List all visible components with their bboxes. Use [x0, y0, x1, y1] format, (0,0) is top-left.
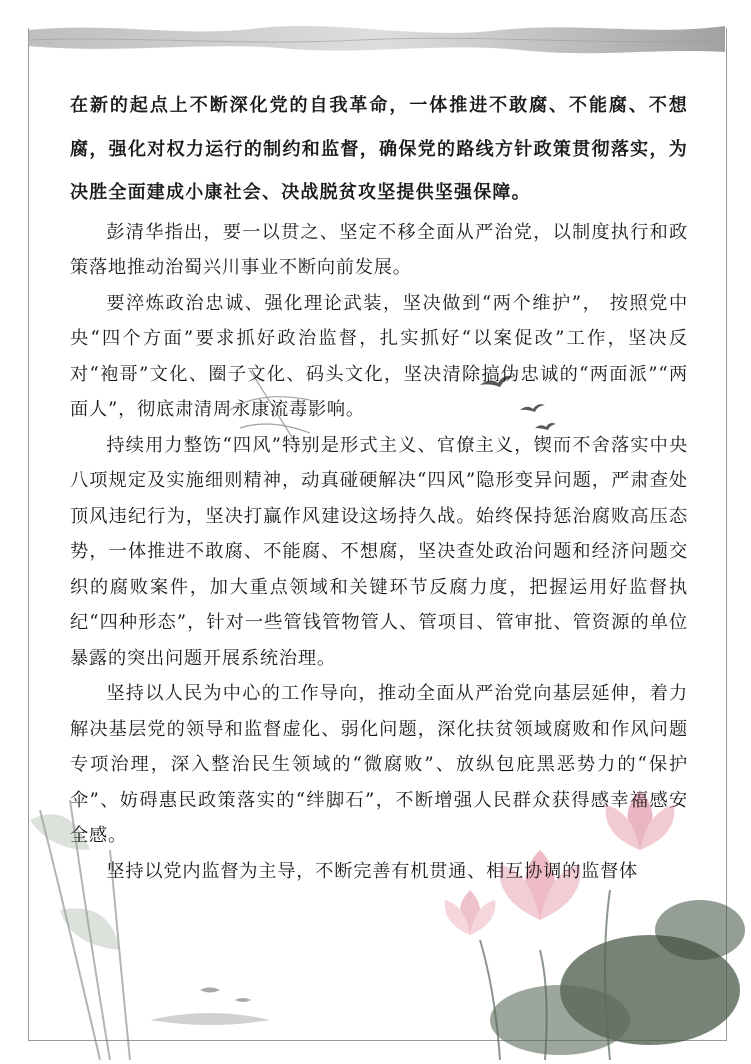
- paragraph: 持续用力整饬“四风”特别是形式主义、官僚主义，锲而不舍落实中央八项规定及实施细则精神，动真碰硬解决“四风”隐形变异问题，严肃查处顶风违纪行为，坚决打赢作风建设这场持久战。始终保持惩治腐败高压态势，一体推进不敢腐、不能腐、不想腐，坚决查处政治问题和经济问题交织的腐败案件，加大重点领域和关键环节反腐力度，把握运用好监督执纪“四种形态”，针对一些管钱管物管人、管项目、管审批、管资源的单位暴露的突出问题开展系统治理。: [70, 434, 688, 669]
- paragraph: 彭清华指出，要一以贯之、坚定不移全面从严治党，以制度执行和政策落地推动治蜀兴川事业不断向前发展。: [70, 221, 688, 278]
- document-body: [70, 84, 688, 889]
- paragraph: 要淬炼政治忠诚、强化理论武装，坚决做到“两个维护”， 按照党中央“四个方面”要求抓好政治监督，扎实抓好“以案促改”工作，坚决反对“袍哥”文化、圈子文化、码头文化，坚决清除搞伪忠诚的“两面派”“两面人”，彻底肃清周永康流毒影响。: [70, 292, 688, 420]
- lead-paragraph: 在新的起点上不断深化党的自我革命，一体推进不敢腐、不能腐、不想腐，强化对权力运行的制约和监督，确保党的路线方针政策贯彻落实，为决胜全面建成小康社会、决战脱贫攻坚提供坚强保障。: [70, 95, 688, 203]
- paragraph: 坚持以人民为中心的工作导向，推动全面从严治党向基层延伸，着力解决基层党的领导和监督虚化、弱化问题，深化扶贫领域腐败和作风问题专项治理，深入整治民生领域的“微腐败”、放纵包庇黑恶势力的“保护伞”、妨碍惠民政策落实的“绊脚石”，不断增强人民群众获得感幸福感安全感。: [70, 683, 688, 846]
- paragraph: 坚持以党内监督为主导，不断完善有机贯通、相互协调的监督体: [106, 860, 639, 882]
